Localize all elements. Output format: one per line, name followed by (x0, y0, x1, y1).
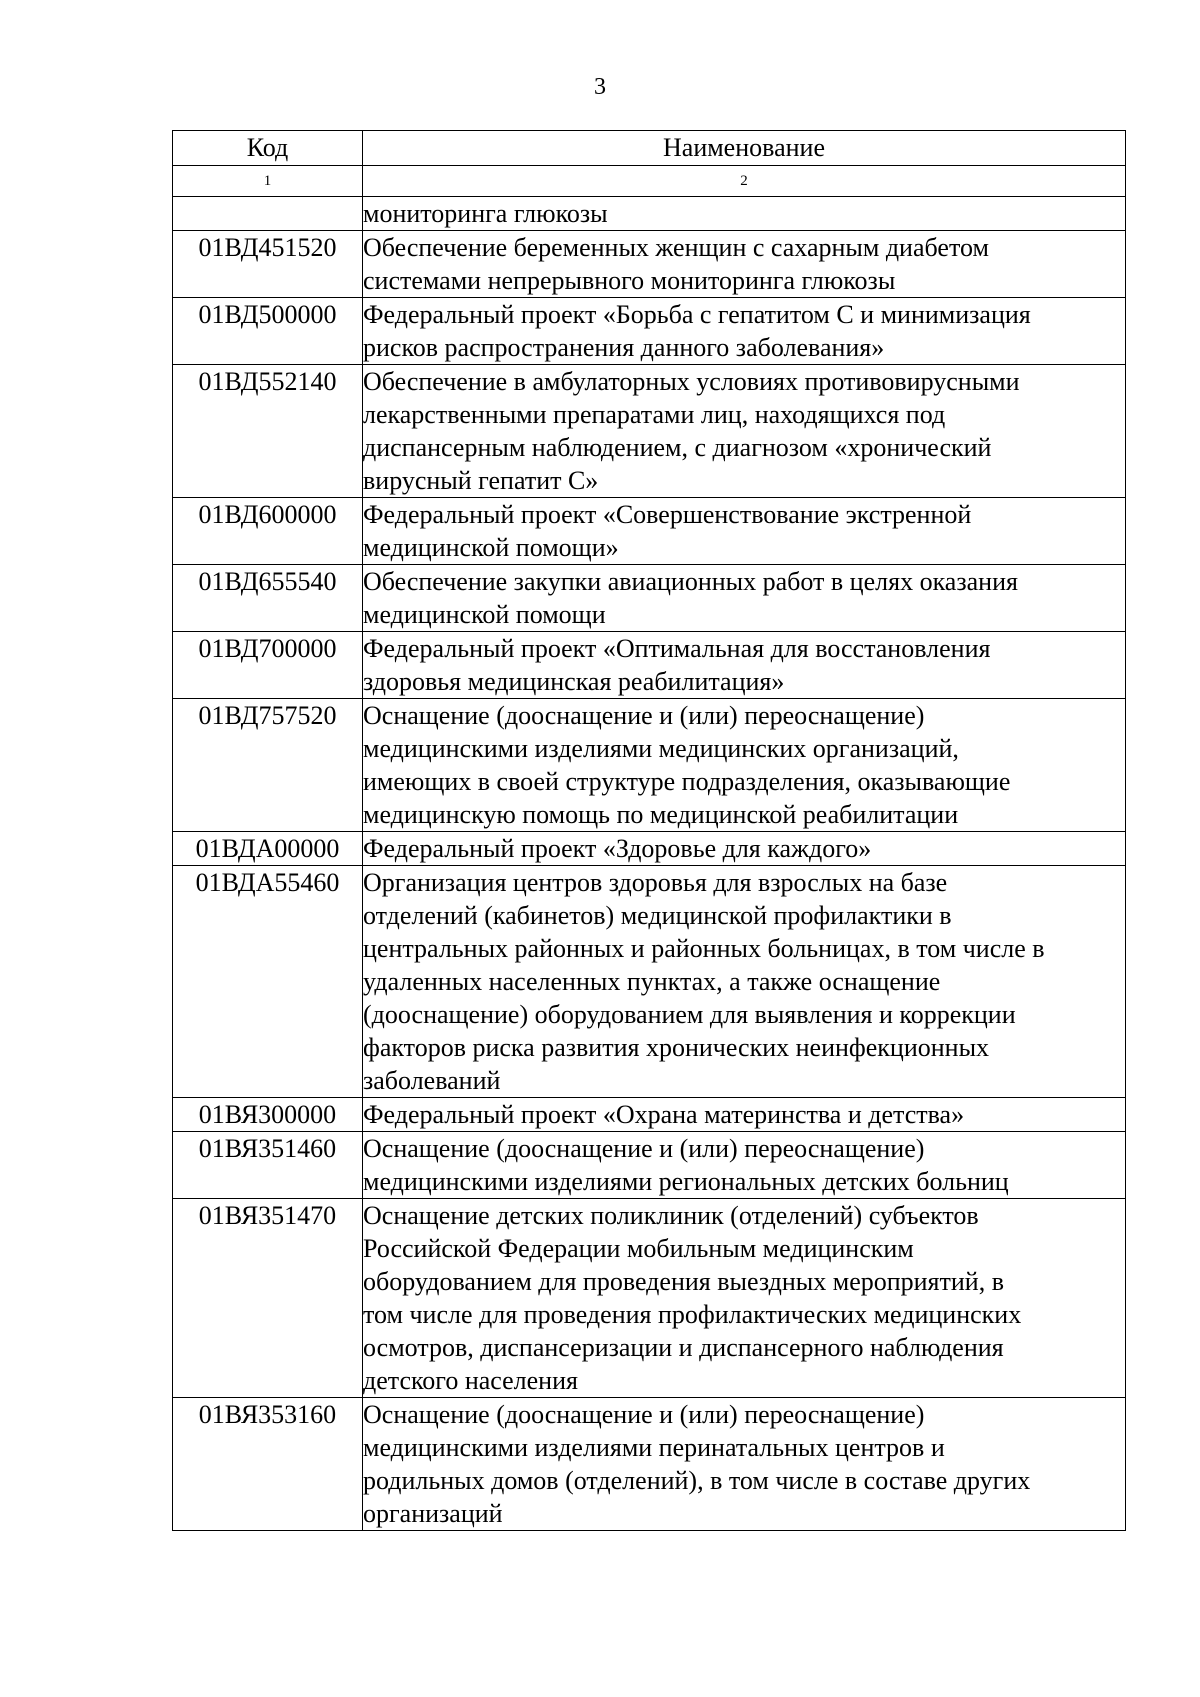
name-cell (363, 197, 1126, 231)
name-line: системами непрерывного мониторинга глюкозы (363, 266, 896, 295)
name-line: Оснащение (дооснащение и (или) переоснащение) (363, 1400, 925, 1429)
name-line: Оснащение детских поликлиник (отделений) субъектов (363, 1201, 979, 1230)
code-cell: 01ВД655540 (173, 565, 363, 632)
header-name: Наименование (363, 131, 1126, 166)
table-row (173, 699, 1126, 832)
name-line: лекарственными препаратами лиц, находящихся под (363, 400, 946, 429)
table-row (173, 1132, 1126, 1199)
table-row (173, 1398, 1126, 1531)
code-cell: 01ВЯ353160 (173, 1398, 363, 1531)
table-row (173, 632, 1126, 699)
name-line: Федеральный проект «Здоровье для каждого» (363, 834, 872, 863)
name-line: медицинскими изделиями медицинских организаций, (363, 734, 959, 763)
name-line: вирусный гепатит С» (363, 466, 599, 495)
name-line: Федеральный проект «Совершенствование экстренной (363, 500, 972, 529)
name-line: Федеральный проект «Охрана материнства и детства» (363, 1100, 965, 1129)
name-line: мониторинга глюкозы (363, 199, 608, 228)
column-number-row (173, 166, 1126, 197)
name-line: здоровья медицинская реабилитация» (363, 667, 785, 696)
code-cell: 01ВД451520 (173, 231, 363, 298)
code-cell: 01ВЯ300000 (173, 1098, 363, 1132)
name-cell (363, 1199, 1126, 1398)
name-cell (363, 498, 1126, 565)
name-line: центральных районных и районных больницах, в том числе в (363, 934, 1045, 963)
name-line: (дооснащение) оборудованием для выявления и коррекции (363, 1000, 1016, 1029)
name-line: Российской Федерации мобильным медицинским (363, 1234, 914, 1263)
name-line: детского населения (363, 1366, 578, 1395)
name-line: Обеспечение в амбулаторных условиях противовирусными (363, 367, 1020, 396)
name-cell (363, 1098, 1126, 1132)
code-cell: 01ВДА00000 (173, 832, 363, 866)
name-line: организаций (363, 1499, 503, 1528)
header-row (173, 131, 1126, 166)
budget-codes-table (172, 130, 1126, 1531)
table-body (173, 197, 1126, 1531)
name-cell (363, 565, 1126, 632)
table-row (173, 498, 1126, 565)
name-cell (363, 1132, 1126, 1199)
code-cell (173, 197, 363, 231)
table-row (173, 1098, 1126, 1132)
code-cell: 01ВД700000 (173, 632, 363, 699)
name-line: удаленных населенных пунктах, а также оснащение (363, 967, 941, 996)
name-line: медицинской помощи (363, 600, 606, 629)
name-line: осмотров, диспансеризации и диспансерного наблюдения (363, 1333, 1004, 1362)
table-row (173, 231, 1126, 298)
name-line: Обеспечение беременных женщин с сахарным диабетом (363, 233, 989, 262)
name-cell (363, 1398, 1126, 1531)
name-line: оборудованием для проведения выездных мероприятий, в (363, 1267, 1004, 1296)
code-cell: 01ВД600000 (173, 498, 363, 565)
code-cell: 01ВЯ351470 (173, 1199, 363, 1398)
column-number-name: 2 (363, 166, 1126, 197)
name-cell (363, 632, 1126, 699)
table-row (173, 298, 1126, 365)
name-line: Оснащение (дооснащение и (или) переоснащение) (363, 1134, 925, 1163)
name-line: отделений (кабинетов) медицинской профилактики в (363, 901, 952, 930)
name-line: диспансерным наблюдением, с диагнозом «хронический (363, 433, 992, 462)
code-cell: 01ВД500000 (173, 298, 363, 365)
name-line: факторов риска развития хронических неинфекционных (363, 1033, 990, 1062)
name-line: заболеваний (363, 1066, 501, 1095)
table-row (173, 197, 1126, 231)
name-cell (363, 365, 1126, 498)
name-line: медицинскими изделиями региональных детских больниц (363, 1167, 1009, 1196)
table-row (173, 565, 1126, 632)
code-cell: 01ВДА55460 (173, 866, 363, 1098)
name-cell (363, 866, 1126, 1098)
name-cell (363, 699, 1126, 832)
name-line: Обеспечение закупки авиационных работ в целях оказания (363, 567, 1018, 596)
name-line: имеющих в своей структуре подразделения, оказывающие (363, 767, 1011, 796)
name-line: родильных домов (отделений), в том числе в составе других (363, 1466, 1031, 1495)
name-line: Оснащение (дооснащение и (или) переоснащение) (363, 701, 925, 730)
header-code: Код (173, 131, 363, 166)
name-line: Федеральный проект «Оптимальная для восстановления (363, 634, 991, 663)
code-cell: 01ВД552140 (173, 365, 363, 498)
name-line: том числе для проведения профилактических медицинских (363, 1300, 1022, 1329)
name-line: Федеральный проект «Борьба с гепатитом С и минимизация (363, 300, 1031, 329)
name-line: рисков распространения данного заболевания» (363, 333, 885, 362)
table-row (173, 365, 1126, 498)
code-cell: 01ВЯ351460 (173, 1132, 363, 1199)
column-number-code: 1 (173, 166, 363, 197)
code-cell: 01ВД757520 (173, 699, 363, 832)
name-line: медицинской помощи» (363, 533, 619, 562)
name-cell (363, 231, 1126, 298)
page-number: 3 (594, 74, 606, 100)
table-row (173, 1199, 1126, 1398)
table-row (173, 866, 1126, 1098)
name-line: медицинскую помощь по медицинской реабилитации (363, 800, 959, 829)
name-cell (363, 298, 1126, 365)
name-line: медицинскими изделиями перинатальных центров и (363, 1433, 945, 1462)
name-line: Организация центров здоровья для взрослых на базе (363, 868, 948, 897)
name-cell (363, 832, 1126, 866)
table-row (173, 832, 1126, 866)
